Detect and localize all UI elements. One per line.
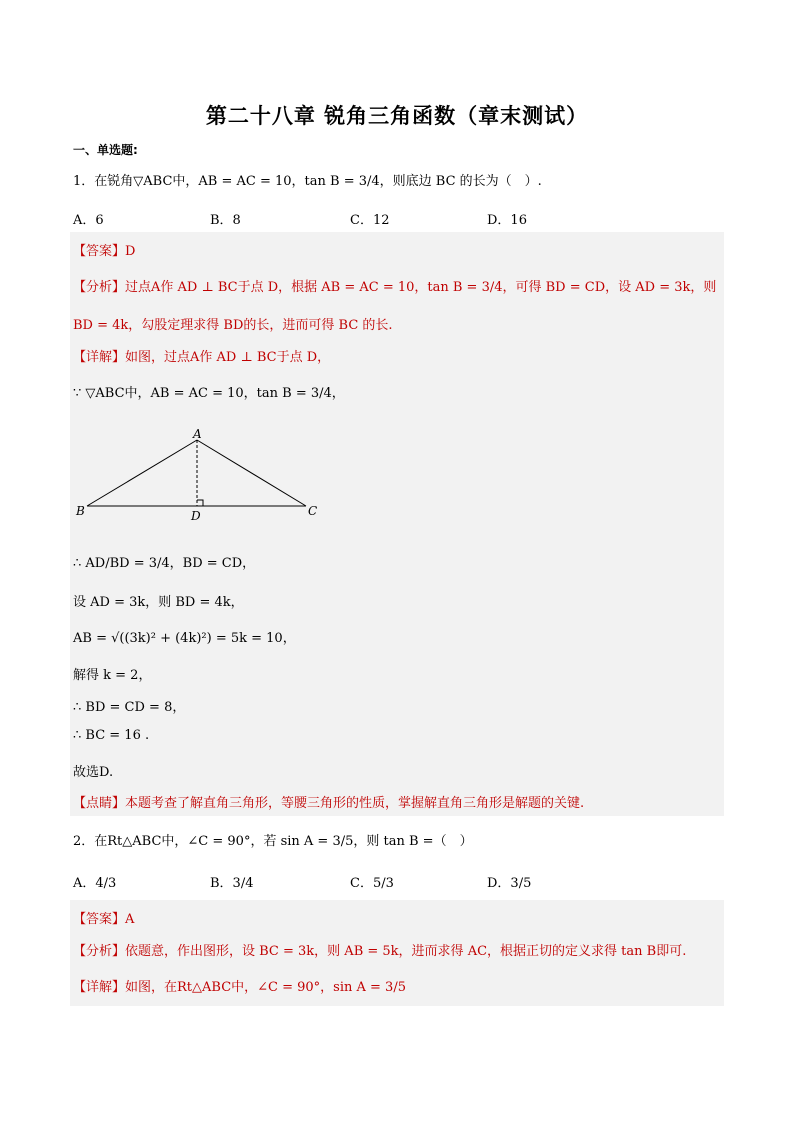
q2-answer: 【答案】A: [73, 912, 135, 927]
label-a: A: [193, 427, 202, 441]
q2-option-b: B．3/4: [210, 876, 254, 891]
q2-option-c: C．5/3: [350, 876, 394, 891]
q1-step-5: ∴ BD = CD = 8，: [73, 700, 186, 715]
q2-option-a: A．4/3: [73, 876, 117, 891]
section-heading: 一、单选题:: [73, 143, 138, 157]
q2-analysis: 【分析】依题意，作出图形，设 BC = 3k，则 AB = 5k，进而求得 AC，根据正切的定义求得 tan B即可.: [73, 944, 687, 959]
q1-step-6: ∴ BC = 16 .: [73, 728, 150, 743]
question-2-stem: 2．在Rt△ABC中，∠C = 90°，若 sin A = 3/5，则 tan B =（ ）: [73, 834, 473, 849]
question-1-stem: 1．在锐角▽ABC中，AB = AC = 10，tan B = 3/4，则底边 BC 的长为（ ）.: [73, 174, 542, 189]
side-ab: [87, 440, 197, 506]
q1-detail-line-1: 【详解】如图，过点A作 AD ⊥ BC于点 D，: [73, 350, 331, 365]
q1-solution-box: [70, 232, 724, 816]
q1-option-c: C．12: [350, 213, 390, 228]
q1-step-1: ∴ AD/BD = 3/4，BD = CD，: [73, 556, 256, 571]
q2-solution-box: [70, 900, 724, 1006]
label-c: C: [308, 504, 318, 518]
q1-step-3: AB = √((3k)² + (4k)²) = 5k = 10，: [73, 631, 296, 646]
q1-option-a: A．6: [73, 213, 104, 228]
q2-option-d: D．3/5: [487, 876, 532, 891]
q1-comment: 【点睛】本题考查了解直角三角形，等腰三角形的性质，掌握解直角三角形是解题的关键.: [73, 796, 585, 811]
q1-detail-line-2: ∵ ▽ABC中，AB = AC = 10，tan B = 3/4，: [73, 386, 345, 401]
triangle-figure: [70, 232, 724, 532]
q1-step-4: 解得 k = 2，: [73, 668, 152, 683]
right-angle-mark: [197, 500, 203, 506]
q1-analysis-line-2: BD = 4k，勾股定理求得 BD的长，进而可得 BC 的长.: [73, 318, 393, 333]
q2-detail: 【详解】如图，在Rt△ABC中，∠C = 90°，sin A = 3/5: [73, 980, 406, 995]
side-ac: [197, 440, 306, 506]
q1-option-b: B．8: [210, 213, 241, 228]
q1-option-d: D．16: [487, 213, 527, 228]
q1-step-2: 设 AD = 3k，则 BD = 4k，: [73, 595, 244, 610]
label-b: B: [76, 504, 85, 518]
q1-step-7: 故选D.: [73, 765, 114, 780]
label-d: D: [191, 509, 201, 523]
page-title: 第二十八章 锐角三角函数（章末测试）: [205, 104, 589, 128]
q1-analysis-line-1: 【分析】过点A作 AD ⊥ BC于点 D，根据 AB = AC = 10，tan B = 3/4，可得 BD = CD，设 AD = 3k，则: [73, 280, 717, 295]
q1-answer: 【答案】D: [73, 244, 136, 259]
